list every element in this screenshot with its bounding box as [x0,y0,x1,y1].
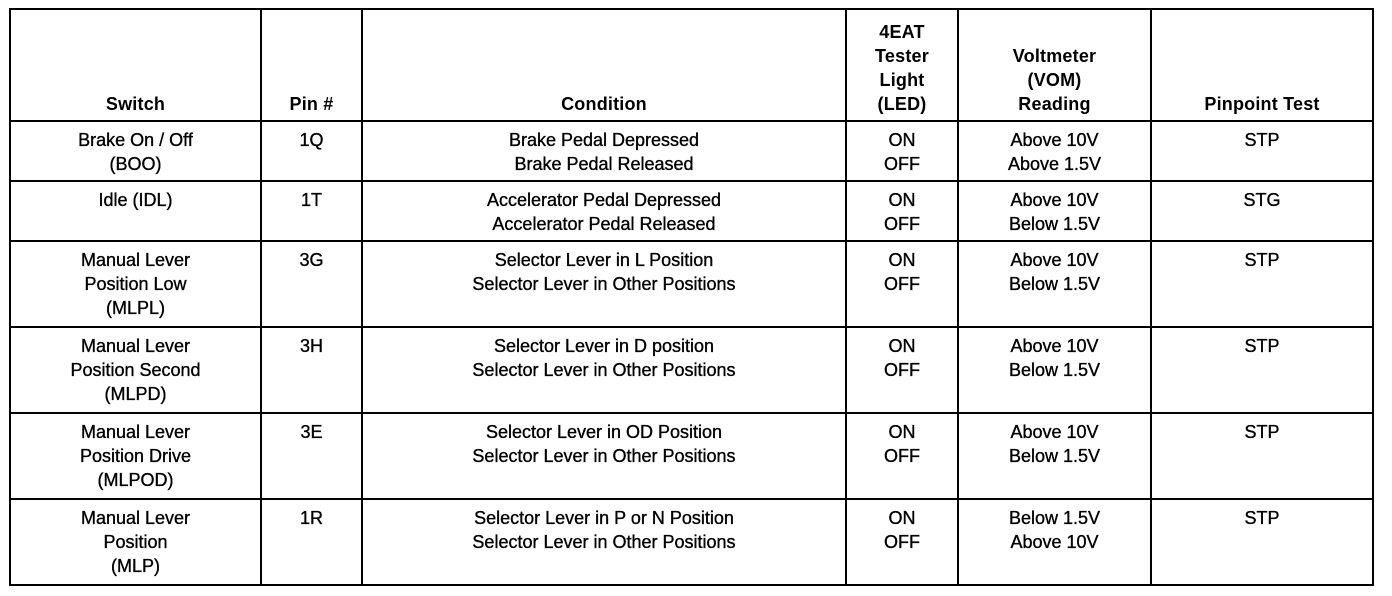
condition-line: Brake Pedal Released [514,154,694,174]
led-line: ON [888,250,916,270]
header-condition: Condition [362,9,846,121]
reading-line: Below 1.5V [1008,214,1101,234]
pinpoint-test-cell: STP [1151,327,1373,413]
switch-cell [10,413,261,499]
table-row [10,327,1373,413]
pin-cell: 1T [261,181,362,241]
reading-line: Below 1.5V [1008,360,1101,380]
condition-line: Selector Lever in P or N Position [474,508,734,528]
switch-line: Position Low [84,274,187,294]
switch-cell [10,121,261,181]
switch-cell [10,327,261,413]
header-tester-line: 4EAT [879,22,925,42]
led-cell [846,181,958,241]
switch-line: Position [103,532,168,552]
pinpoint-test-cell: STG [1151,181,1373,241]
switch-line: Manual Lever [80,336,191,356]
led-cell [846,413,958,499]
header-switch: Switch [10,9,261,121]
condition-line: Selector Lever in Other Positions [472,360,736,380]
reading-line: Above 1.5V [1007,154,1102,174]
condition-cell [362,499,846,585]
reading-line: Above 10V [1010,250,1099,270]
reading-line: Above 10V [1010,336,1099,356]
pin-cell: 3H [261,327,362,413]
table-row [10,181,1373,241]
led-line: OFF [884,154,920,174]
condition-line: Brake Pedal Depressed [508,130,700,150]
condition-line: Selector Lever in Other Positions [472,532,736,552]
condition-line: Selector Lever in D position [493,336,715,356]
table-row [10,121,1373,181]
switch-line: Idle (IDL) [98,190,173,210]
switch-cell [10,181,261,241]
header-voltmeter-line: Voltmeter [1012,46,1097,66]
pin-cell: 1R [261,499,362,585]
led-line: OFF [884,214,920,234]
condition-line: Selector Lever in OD Position [485,422,723,442]
led-line: OFF [884,274,920,294]
condition-cell [362,241,846,327]
reading-line: Below 1.5V [1008,446,1101,466]
led-line: ON [888,336,916,356]
table-row [10,241,1373,327]
led-cell [846,499,958,585]
switch-line: (BOO) [109,154,162,174]
pin-cell: 3E [261,413,362,499]
led-cell [846,241,958,327]
switch-test-table [9,8,1374,586]
table-row [10,413,1373,499]
condition-cell [362,327,846,413]
reading-cell [958,413,1151,499]
condition-line: Selector Lever in Other Positions [472,274,736,294]
header-pin: Pin # [261,9,362,121]
pin-cell: 1Q [261,121,362,181]
switch-line: (MLPD) [104,384,167,404]
led-line: ON [888,130,916,150]
switch-line: Position Second [70,360,201,380]
condition-cell [362,121,846,181]
header-tester-light [846,9,958,121]
pinpoint-test-cell: STP [1151,413,1373,499]
condition-line: Selector Lever in Other Positions [472,446,736,466]
switch-cell [10,241,261,327]
condition-cell [362,181,846,241]
reading-cell [958,121,1151,181]
reading-cell [958,327,1151,413]
table-row [10,499,1373,585]
led-line: OFF [884,532,920,552]
condition-line: Selector Lever in L Position [494,250,714,270]
reading-cell [958,241,1151,327]
led-line: ON [888,190,916,210]
condition-cell [362,413,846,499]
switch-line: (MLPOD) [97,470,174,490]
switch-test-table-container [9,8,1374,586]
header-voltmeter-line: Reading [1018,94,1091,114]
led-cell [846,121,958,181]
led-line: OFF [884,360,920,380]
header-row [10,9,1373,121]
switch-line: Brake On / Off [78,130,193,150]
switch-line: Manual Lever [80,422,191,442]
reading-cell [958,499,1151,585]
header-tester-line: Light [879,70,925,90]
led-line: ON [888,422,916,442]
header-voltmeter-line: (VOM) [1027,70,1082,90]
reading-line: Below 1.5V [1008,508,1101,528]
reading-cell [958,181,1151,241]
pin-cell: 3G [261,241,362,327]
condition-line: Accelerator Pedal Depressed [486,190,722,210]
switch-line: (MLP) [111,556,160,576]
header-voltmeter [958,9,1151,121]
switch-cell [10,499,261,585]
reading-line: Above 10V [1010,532,1099,552]
reading-line: Below 1.5V [1008,274,1101,294]
pinpoint-test-cell: STP [1151,241,1373,327]
switch-line: Manual Lever [80,508,191,528]
led-line: ON [888,508,916,528]
switch-line: Position Drive [79,446,192,466]
condition-line: Accelerator Pedal Released [492,214,716,234]
header-tester-line: Tester [875,46,929,66]
reading-line: Above 10V [1010,422,1099,442]
header-pinpoint-test: Pinpoint Test [1151,9,1373,121]
led-cell [846,327,958,413]
pinpoint-test-cell: STP [1151,121,1373,181]
led-line: OFF [884,446,920,466]
switch-line: (MLPL) [105,298,165,318]
reading-line: Above 10V [1010,190,1099,210]
switch-line: Manual Lever [80,250,191,270]
header-tester-line: (LED) [877,94,927,114]
pinpoint-test-cell: STP [1151,499,1373,585]
reading-line: Above 10V [1010,130,1099,150]
